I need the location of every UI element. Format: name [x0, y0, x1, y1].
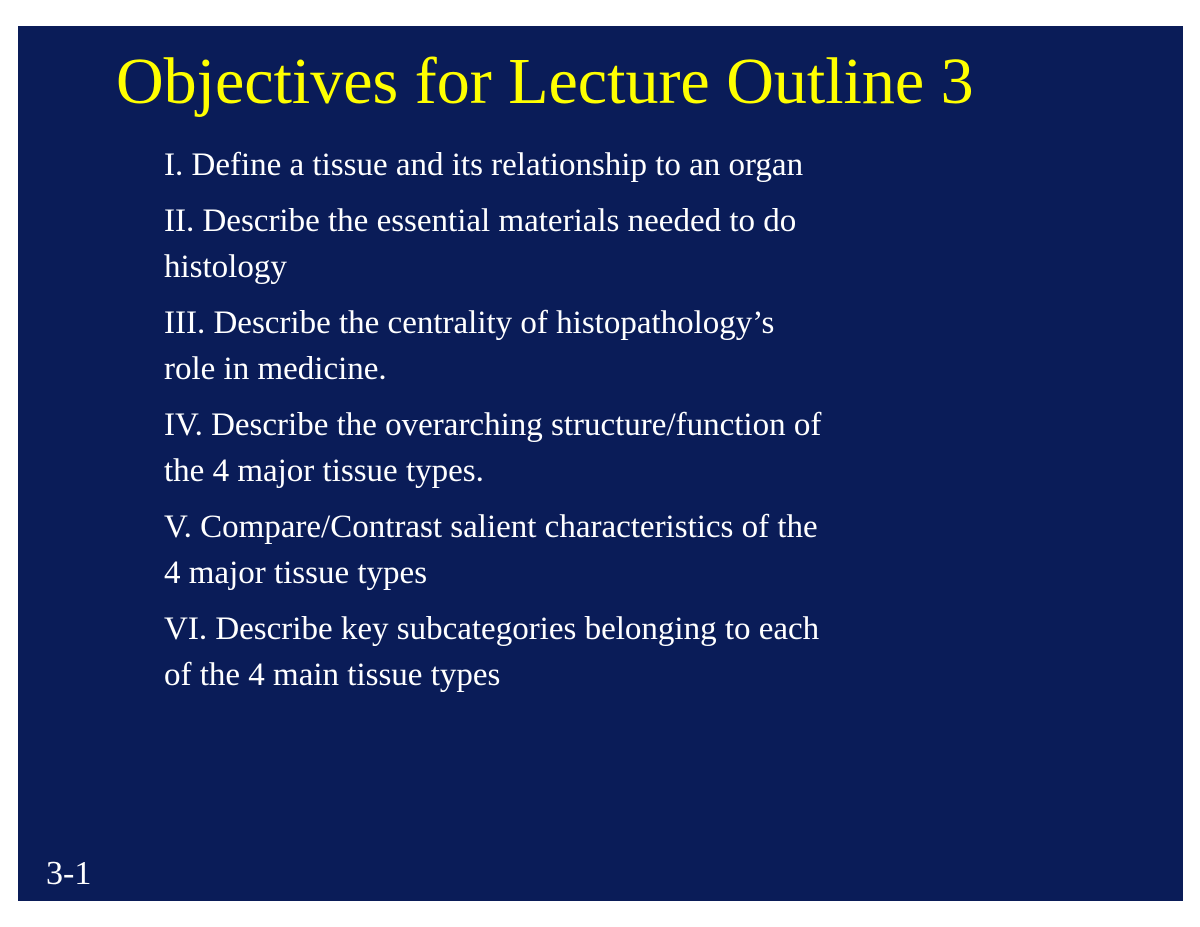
- objective-item: I. Define a tissue and its relationship to an organ: [164, 147, 804, 183]
- slide: [18, 26, 1183, 901]
- objectives-list: [164, 142, 984, 708]
- slide-title: Objectives for Lecture Outline 3: [116, 45, 974, 118]
- slide-number: 3-1: [46, 855, 92, 892]
- objective-item: IV. Describe the overarching structure/function of the 4 major tissue types.: [164, 407, 822, 489]
- objective-item: II. Describe the essential materials needed to do histology: [164, 203, 797, 285]
- objective-item: V. Compare/Contrast salient characteristics of the 4 major tissue types: [164, 509, 818, 591]
- objective-item: VI. Describe key subcategories belonging to each of the 4 main tissue types: [164, 611, 820, 693]
- objective-item: III. Describe the centrality of histopathology’s role in medicine.: [164, 305, 775, 387]
